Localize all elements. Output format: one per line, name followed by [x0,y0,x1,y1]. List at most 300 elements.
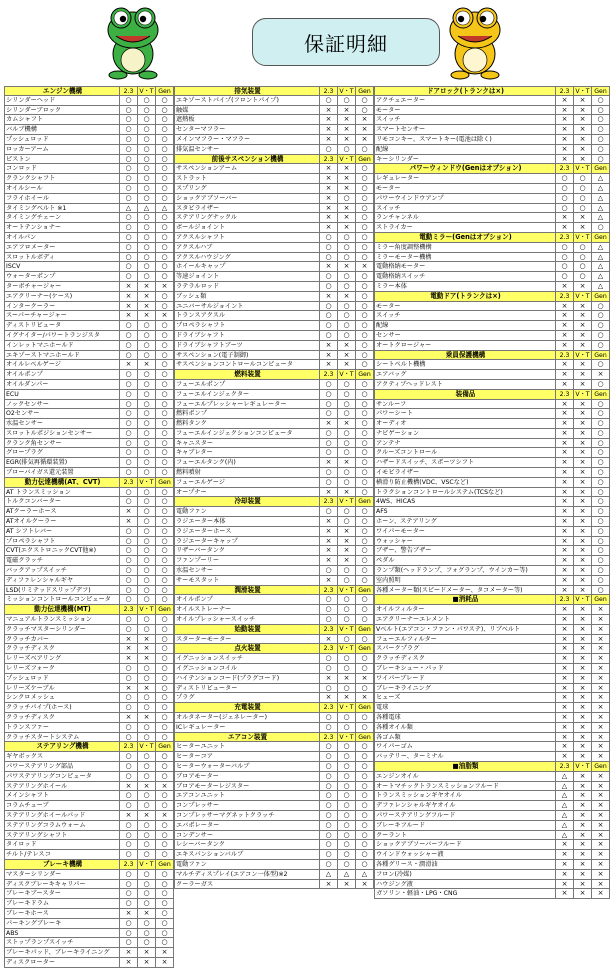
coverage-mark: ○ [338,468,356,477]
coverage-mark: ○ [156,772,174,781]
table-row [4,811,174,821]
coverage-mark: × [556,458,574,467]
coverage-mark: × [338,115,356,124]
coverage-mark: ○ [592,96,610,105]
coverage-mark: × [556,321,574,330]
item-name: タイミングチェーン [4,213,120,222]
coverage-mark: ○ [592,448,610,457]
table-row [174,782,374,792]
coverage-mark: × [556,400,574,409]
coverage-mark: ○ [138,439,156,448]
table-row [374,586,610,596]
item-name: ミラー本体 [374,282,556,291]
plan-header: V・T [138,860,156,869]
coverage-mark: ○ [156,762,174,771]
coverage-mark: × [556,635,574,644]
coverage-mark: ○ [156,880,174,889]
item-name: ディスクブレーキキャリパー [4,880,120,889]
coverage-mark: ○ [138,664,156,673]
coverage-mark: × [556,527,574,536]
table-row [174,674,374,684]
coverage-mark: ○ [320,752,338,761]
coverage-mark: × [320,556,338,565]
section-header [374,351,610,361]
section-header [4,86,174,96]
item-name: スロットルボディ [4,253,120,262]
item-name: ヒーターウォーターバルブ [174,762,320,771]
item-name: コンロッド [4,164,120,173]
item-name: オイルポンプ [4,370,120,379]
coverage-mark: ○ [356,595,374,604]
coverage-mark: × [356,674,374,683]
table-row [174,595,374,605]
coverage-mark: ○ [574,253,592,262]
coverage-mark: × [138,958,156,967]
plan-header: Gen [156,860,174,869]
coverage-mark: ○ [120,576,138,585]
coverage-mark: ○ [138,772,156,781]
coverage-mark: ○ [592,586,610,595]
coverage-mark: ○ [120,400,138,409]
coverage-mark: × [320,351,338,360]
item-name: バックアップスイッチ [4,566,120,575]
item-name: クーラーガス [174,880,320,889]
plan-header: V・T [338,586,356,595]
coverage-mark: × [574,615,592,624]
coverage-mark: ○ [556,272,574,281]
coverage-mark: ○ [120,439,138,448]
coverage-mark: × [556,125,574,134]
table-row [4,870,174,880]
coverage-mark: × [320,546,338,555]
plan-header: 2.3 [556,762,574,771]
table-row [374,262,610,272]
item-name: オイルポンプ [174,595,320,604]
coverage-mark: ○ [592,223,610,232]
plan-header: 2.3 [120,87,138,95]
coverage-mark: ○ [338,253,356,262]
coverage-mark: ○ [120,331,138,340]
coverage-mark: ○ [338,96,356,105]
section-header [374,390,610,400]
coverage-mark: ○ [338,272,356,281]
coverage-mark: × [338,164,356,173]
yellow-frog-icon [446,4,504,80]
coverage-mark: ○ [592,125,610,134]
coverage-mark: ○ [320,595,338,604]
coverage-mark: ○ [138,576,156,585]
coverage-mark: ○ [120,723,138,732]
coverage-mark: × [556,429,574,438]
coverage-mark: ○ [138,174,156,183]
coverage-mark: × [574,380,592,389]
item-name: パワステアリングコンピュータ [4,772,120,781]
plan-header: Gen [356,370,374,379]
item-name: オートマチックトランスミッションフルード [374,782,556,791]
coverage-mark: ○ [156,733,174,742]
table-row [4,390,174,400]
item-name: 遮熱板 [174,115,320,124]
coverage-mark: ○ [156,831,174,840]
coverage-mark: ○ [156,546,174,555]
item-name: パワーシート [374,409,556,418]
item-name: 電動ファン [174,860,320,869]
coverage-mark: ○ [138,762,156,771]
item-name: フロン(冷媒) [374,870,556,879]
table-row [4,733,174,743]
coverage-mark: ○ [320,605,338,614]
coverage-mark: ○ [338,566,356,575]
coverage-mark: × [338,556,356,565]
table-row [374,253,610,263]
coverage-mark: ○ [156,419,174,428]
plan-header: 2.3 [556,233,574,242]
item-name: ステアリングホイール [4,782,120,791]
coverage-mark: × [592,752,610,761]
coverage-mark: × [120,684,138,693]
coverage-mark: × [574,870,592,879]
coverage-mark: × [320,488,338,497]
coverage-mark: △ [592,204,610,213]
coverage-mark: ○ [338,243,356,252]
coverage-mark: ○ [156,409,174,418]
coverage-mark: × [120,635,138,644]
coverage-mark: × [338,488,356,497]
table-row [4,311,174,321]
item-name: ショックアブソーバー [174,194,320,203]
plan-header: 2.3 [120,742,138,751]
table-row [374,380,610,390]
coverage-mark: △ [592,272,610,281]
coverage-mark: ○ [156,106,174,115]
coverage-mark: ○ [120,429,138,438]
coverage-mark: × [556,448,574,457]
coverage-mark: × [574,311,592,320]
coverage-mark: × [556,302,574,311]
coverage-mark: × [592,625,610,634]
coverage-mark: × [574,537,592,546]
coverage-mark: × [138,909,156,918]
coverage-mark: × [592,850,610,859]
coverage-mark: × [120,909,138,918]
table-row [174,791,374,801]
table-row [174,458,374,468]
table-row [374,115,610,125]
item-name: ハウジング液 [374,880,556,889]
coverage-mark: ○ [356,752,374,761]
plan-header: V・T [338,87,356,95]
coverage-mark: ○ [320,409,338,418]
table-row [4,693,174,703]
item-name: スイッチ [374,311,556,320]
coverage-mark: ○ [138,556,156,565]
coverage-mark: ○ [320,311,338,320]
table-row [4,331,174,341]
table-row [374,331,610,341]
coverage-mark: ○ [156,488,174,497]
item-name: 4WS、HICAS [374,497,556,506]
coverage-mark: ○ [120,351,138,360]
item-name: スーパーチャージャー [4,311,120,320]
coverage-mark: × [592,880,610,889]
table-row [374,860,610,870]
coverage-mark: × [556,674,574,683]
plan-header: 2.3 [120,605,138,614]
table-row [4,752,174,762]
coverage-mark: × [574,772,592,781]
coverage-mark: ○ [138,370,156,379]
table-row [174,302,374,312]
section-header [4,742,174,752]
coverage-mark: ○ [138,595,156,604]
coverage-mark: ○ [338,595,356,604]
coverage-mark: × [592,791,610,800]
section-title: 充電装置 [174,703,320,712]
coverage-mark: × [120,282,138,291]
item-name: マニュアルトランスミッション [4,615,120,624]
coverage-mark: ○ [138,527,156,536]
coverage-mark: × [356,135,374,144]
table-row [4,115,174,125]
table-row [174,537,374,547]
coverage-mark: × [574,850,592,859]
coverage-mark: △ [592,243,610,252]
coverage-mark: ○ [592,566,610,575]
coverage-mark: ○ [138,115,156,124]
plan-header: 2.3 [556,164,574,173]
item-name: ブッシュ類 [174,292,320,301]
table-row [174,282,374,292]
coverage-mark: × [556,145,574,154]
coverage-mark: ○ [120,595,138,604]
coverage-mark: ○ [320,713,338,722]
coverage-mark: × [574,409,592,418]
table-row [374,870,610,880]
coverage-mark: ○ [320,507,338,516]
item-name: シンクロメッシュ [4,693,120,702]
coverage-mark: × [156,311,174,320]
table-row [174,742,374,752]
coverage-mark: ○ [356,184,374,193]
table-row [374,537,610,547]
coverage-mark: × [320,458,338,467]
coverage-mark: ○ [120,213,138,222]
coverage-mark: × [592,674,610,683]
item-name: 配線 [374,145,556,154]
table-row [374,576,610,586]
table-row [174,272,374,282]
table-row [174,380,374,390]
coverage-mark: × [574,400,592,409]
coverage-mark: × [574,507,592,516]
coverage-mark: ○ [592,360,610,369]
coverage-mark: ○ [320,615,338,624]
item-name: ステアリングナックル [174,213,320,222]
item-name: クラッチパイプ(ホース) [4,703,120,712]
coverage-mark: ○ [338,664,356,673]
coverage-mark: ○ [556,262,574,271]
coverage-mark: × [120,311,138,320]
coverage-mark: ○ [574,194,592,203]
plan-header: 2.3 [120,478,138,487]
coverage-mark: ○ [356,282,374,291]
coverage-mark: ○ [338,311,356,320]
coverage-mark: × [338,135,356,144]
item-name: タイミングベルト ※1 [4,204,120,213]
table-row [4,595,174,605]
coverage-mark: ○ [120,409,138,418]
table-row [4,586,174,596]
coverage-mark: × [574,674,592,683]
coverage-mark: × [320,135,338,144]
coverage-mark: × [574,341,592,350]
item-name: エキスパンションバルブ [174,850,320,859]
coverage-mark: ○ [338,576,356,585]
item-name: エアフロメーター [4,243,120,252]
item-name: ストップランプスイッチ [4,938,120,947]
coverage-mark: ○ [138,351,156,360]
coverage-mark: △ [320,870,338,879]
item-name: クラッチディスク [4,644,120,653]
coverage-mark: ○ [138,135,156,144]
plan-header: Gen [592,390,610,399]
coverage-mark: ○ [592,439,610,448]
table-row [374,527,610,537]
item-name: トルクコンバーター [4,497,120,506]
coverage-mark: ○ [556,194,574,203]
coverage-mark: ○ [574,243,592,252]
coverage-mark: × [574,664,592,673]
coverage-mark: ○ [592,458,610,467]
coverage-mark: ○ [156,674,174,683]
coverage-mark: ○ [356,448,374,457]
coverage-mark: ○ [138,96,156,105]
item-name: ラジエーター本体 [174,517,320,526]
coverage-mark: ○ [120,831,138,840]
table-row [174,448,374,458]
table-row [4,125,174,135]
coverage-mark: ○ [120,791,138,800]
coverage-mark: ○ [338,860,356,869]
coverage-mark: ○ [592,507,610,516]
coverage-mark: ○ [338,811,356,820]
item-name: エアコンユニット [174,791,320,800]
section-header [174,155,374,165]
coverage-mark: ○ [120,880,138,889]
coverage-mark: × [592,889,610,898]
coverage-mark: ○ [120,693,138,702]
coverage-mark: ○ [338,233,356,242]
section-header [174,370,374,380]
coverage-mark: ○ [320,243,338,252]
item-name: フューエルゲージ [174,478,320,487]
coverage-mark: × [592,693,610,702]
table-row [4,468,174,478]
table-row [174,615,374,625]
coverage-mark: × [320,576,338,585]
item-name: ガソリン・軽油・LPG・CNG [374,889,556,898]
coverage-mark: ○ [120,253,138,262]
coverage-mark: ○ [356,468,374,477]
coverage-mark: ○ [138,703,156,712]
item-name: 等速ジョイント [174,272,320,281]
section-title: 前後サスペンション機構 [174,155,320,164]
item-name: 各種メーター類(スピードメーター、タコメーター等) [374,586,556,595]
table-row [4,351,174,361]
table-row [4,253,174,263]
coverage-mark: ○ [138,409,156,418]
coverage-mark: × [320,194,338,203]
item-name: 水温センサー [4,419,120,428]
table-row [4,782,174,792]
table-row [4,174,174,184]
item-name: エキゾーストパイプ(フロントパイプ) [174,96,320,105]
table-row [174,341,374,351]
coverage-mark: × [138,360,156,369]
coverage-mark: × [320,341,338,350]
coverage-mark: ○ [356,223,374,232]
coverage-mark: ○ [156,448,174,457]
coverage-mark: ○ [156,370,174,379]
coverage-mark: ○ [156,938,174,947]
table-row [4,537,174,547]
table-row [4,909,174,919]
item-name: 室内照明 [374,576,556,585]
table-row [4,801,174,811]
page-title: 保証明細 [252,18,440,66]
coverage-mark: ○ [320,302,338,311]
coverage-mark: ○ [120,390,138,399]
coverage-mark: ○ [138,870,156,879]
coverage-mark: × [120,302,138,311]
item-name: コンデンサー [174,831,320,840]
column-right [374,86,610,899]
coverage-mark: × [592,742,610,751]
coverage-mark: ○ [356,615,374,624]
table-row [174,135,374,145]
item-name: インレットマニホールド [4,341,120,350]
coverage-mark: ○ [320,380,338,389]
coverage-mark: × [338,213,356,222]
coverage-mark: × [356,693,374,702]
coverage-mark: × [320,174,338,183]
section-header [4,478,174,488]
coverage-mark: ○ [120,233,138,242]
coverage-mark: ○ [356,292,374,301]
table-row [174,507,374,517]
coverage-mark: × [338,674,356,683]
coverage-mark: × [574,654,592,663]
coverage-mark: ○ [120,772,138,781]
coverage-mark: ○ [592,321,610,330]
table-row [174,801,374,811]
coverage-mark: ○ [156,644,174,653]
item-name: ブレーキシュー・パッド [374,664,556,673]
coverage-mark: ○ [592,419,610,428]
coverage-mark: ○ [156,321,174,330]
table-row [374,106,610,116]
table-row [4,135,174,145]
table-row [174,311,374,321]
table-row [174,360,374,370]
item-name: ドライブシャフトブーツ [174,341,320,350]
coverage-mark: × [574,703,592,712]
section-header [374,164,610,174]
coverage-mark: ○ [356,801,374,810]
table-row [4,164,174,174]
plan-header: V・T [338,370,356,379]
coverage-mark: × [592,370,610,379]
